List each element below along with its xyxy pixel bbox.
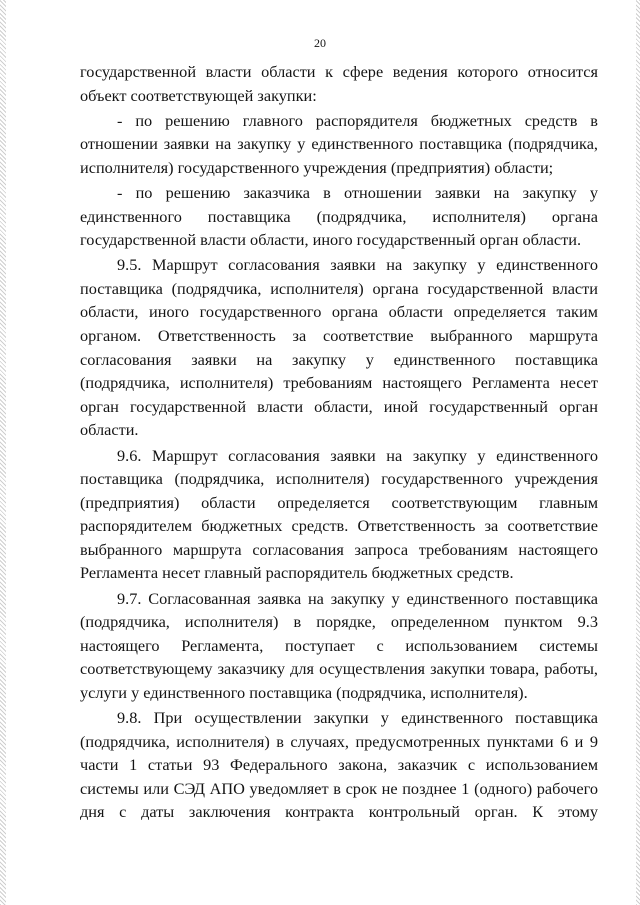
paragraph-9-5: 9.5. Маршрут согласования заявки на закупку у единственного поставщика (подрядчика, исполнителя) органа государственной власти области, иного государственного органа области определяется таким органом. Ответственность за соответствие выбранного маршрута согласования заявки на закупку у единственного поставщика (подрядчика, исполнителя) требованиям настоящего Регламента несет орган государственной власти области, иной государственный орган области.: [80, 255, 598, 440]
paragraph-9-6: 9.6. Маршрут согласования заявки на закупку у единственного поставщика (подрядчика, исполнителя) государственного учреждения (предприятия) области определяется соответствующим главным распорядителем бюджетных средств. Ответственность за соответствие выбранного маршрута согласования запроса требованиям настоящего Регламента несет главный распорядитель бюджетных средств.: [80, 445, 598, 583]
paragraph-list-item-1: - по решению главного распорядителя бюджетных средств в отношении заявки на закупку у единственного поставщика (подрядчика, исполнителя) государственного учреждения (предприятия) области;: [80, 110, 598, 177]
page-number: 20: [314, 36, 326, 50]
paragraph-9-8: 9.8. При осуществлении закупки у единственного поставщика (подрядчика, исполнителя) в случаях, предусмотренных пунктами 6 и 9 части 1 статьи 93 Федерального закона, заказчик с использованием системы или СЭД АПО уведомляет в срок не позднее 1 (одного) рабочего дня с даты заключения контракта контрольный орган. К этому: [80, 708, 598, 822]
paragraph-continuation: государственной власти области к сфере ведения которого относится объект соответствующей закупки:: [80, 62, 598, 105]
paragraph-list-item-2: - по решению заказчика в отношении заявки на закупку у единственного поставщика (подрядчика, исполнителя) органа государственной власти области, иного государственный орган области.: [80, 182, 598, 250]
paragraph-9-7: 9.7. Согласованная заявка на закупку у единственного поставщика (подрядчика, исполнителя) в порядке, определенном пунктом 9.3 настоящего Регламента, поступает с использованием системы соответствующему заказчику для осуществления закупки товара, работы, услуги у единственного поставщика (подрядчика, исполнителя).: [80, 588, 598, 702]
document-body: [80, 60, 598, 826]
